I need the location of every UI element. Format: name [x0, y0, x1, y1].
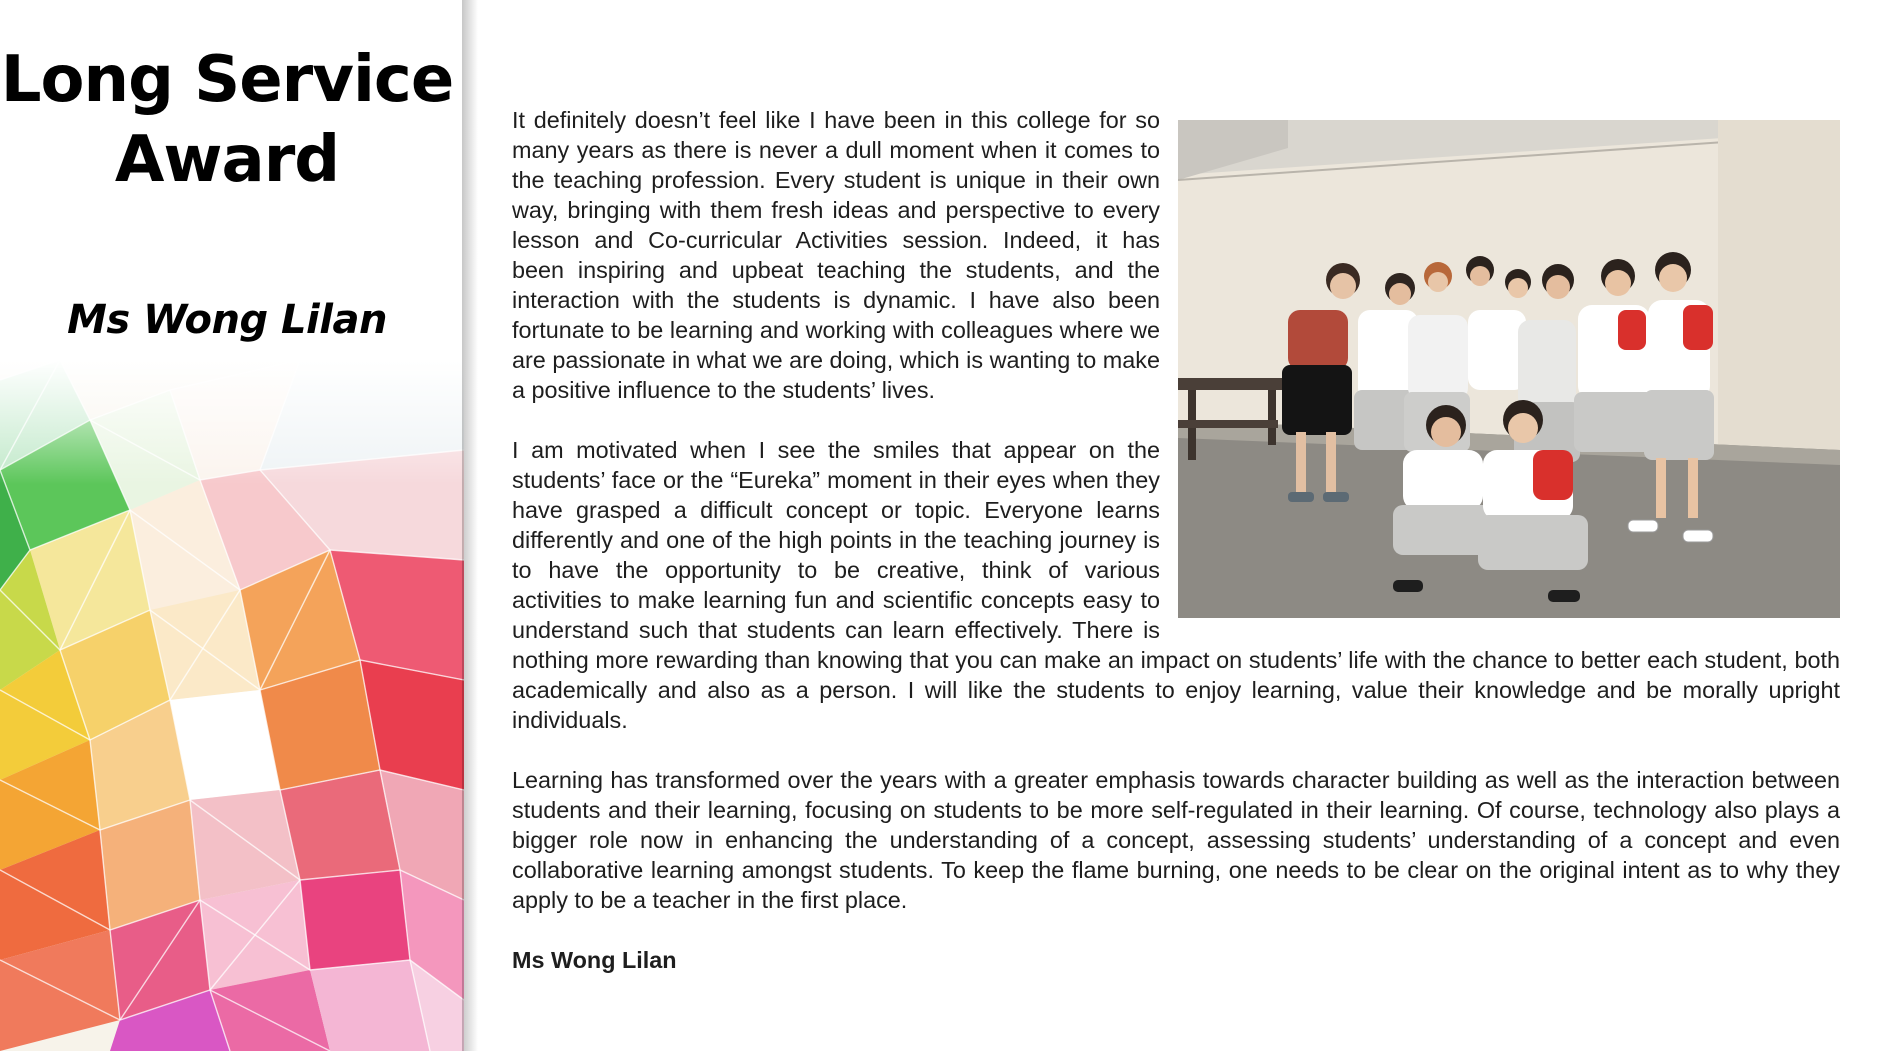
group-photo-illustration	[1178, 120, 1840, 618]
article-paragraph: I am motivated when I see the smiles that appear on the students’ face or the “Eureka” moment in their eyes when they have grasped a difficult concept or topic. Everyone learns differently and one of the high points in the teaching journey is to have the opportunity to be creative, think of various activities to make learning fun and scientific concepts easy to understand such that students can learn effectively. There is nothing more rewarding than knowing that you can make an impact on students’ life with the chance to better each student, both academically and also as a person. I will like the students to enjoy learning, value their knowledge and be morally upright individuals.	[512, 437, 1840, 733]
low-poly-background-art	[0, 360, 464, 1051]
panel-divider-shadow	[462, 0, 478, 1051]
group-photo	[1178, 120, 1840, 618]
article-paragraph: Learning has transformed over the years with a greater emphasis towards character building as well as the interaction between students and their learning, focusing on students to be more self-regulated in their learning. Of course, technology also plays a bigger role now in enhancing the understanding of a concept, assessing students’ understanding of a concept and even collaborative learning amongst students. To keep the flame burning, one needs to be clear on the original intent as to why they apply to be a teacher in the first place.	[512, 767, 1840, 913]
article-paragraph: It definitely doesn’t feel like I have been in this college for so many years as there is never a dull moment when it comes to the teaching profession. Every student is unique in their own way, bringing with them fresh ideas and perspective to every lesson and Co-curricular Activities session. Indeed, it has been inspiring and upbeat teaching the students, and the interaction with the students is dynamic. I have also been fortunate to be learning and working with colleagues where we are passionate in what we are doing, which is wanting to make a positive influence to the students’ lives.	[512, 107, 1160, 403]
award-title: Long Service Award	[0, 43, 454, 197]
honoree-name: Ms Wong Lilan	[67, 297, 387, 343]
left-panel	[0, 0, 464, 1051]
signature: Ms Wong Lilan	[512, 947, 677, 973]
article-body	[512, 105, 1840, 975]
